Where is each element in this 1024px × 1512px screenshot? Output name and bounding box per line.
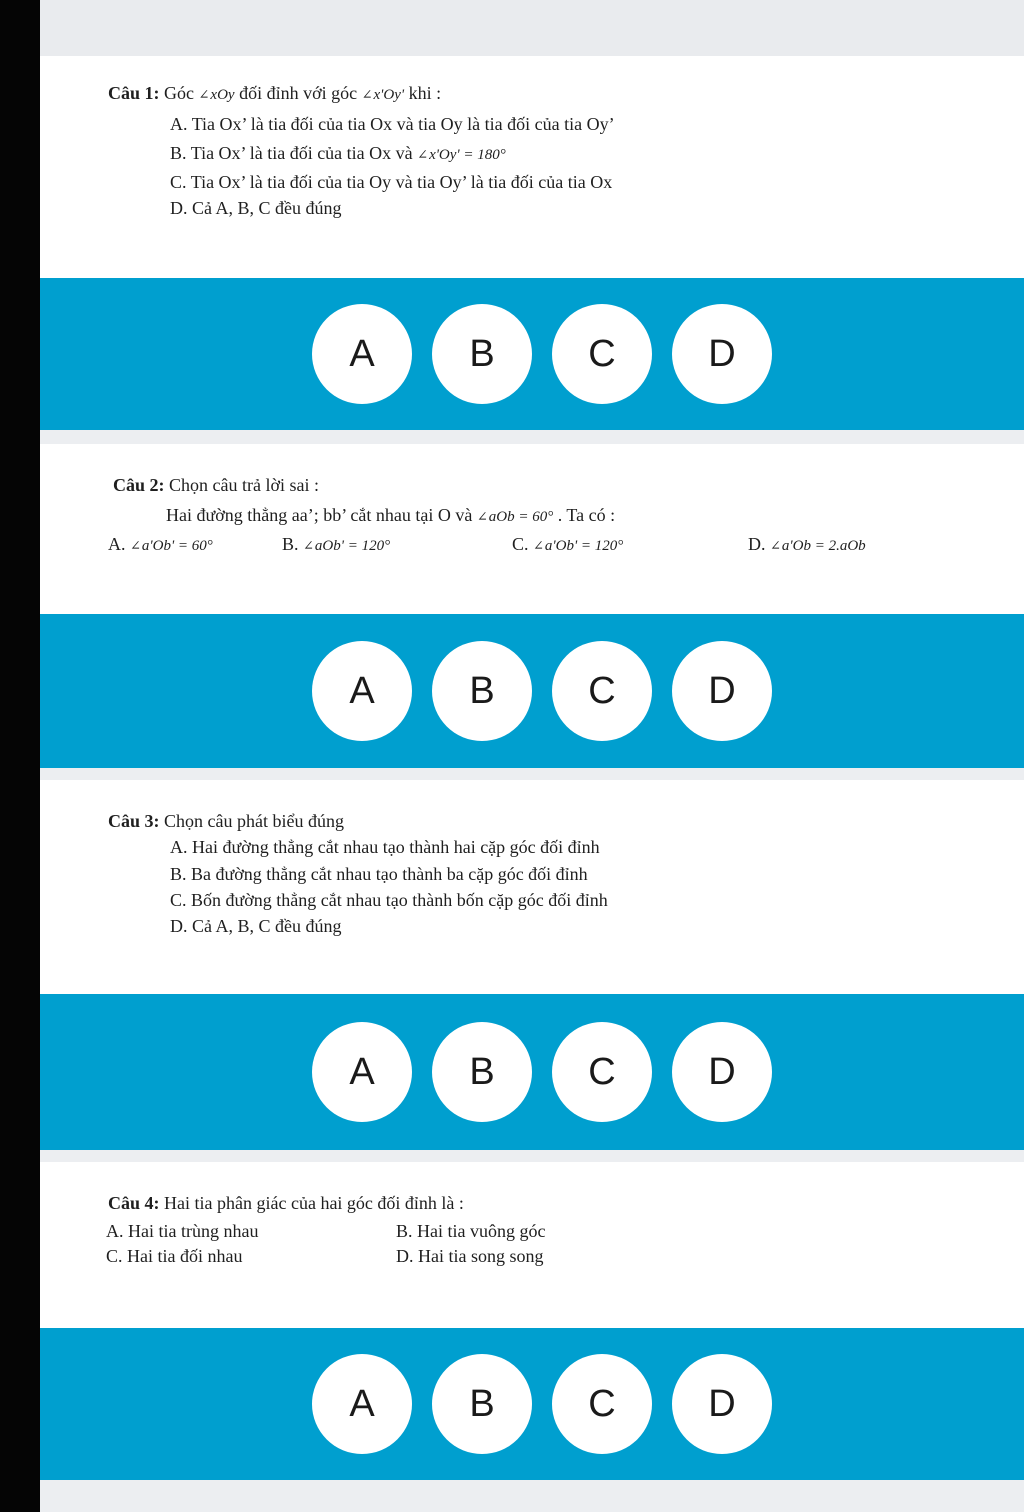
angle-math: ∠x'Oy' [361,87,405,103]
answer-bar-1 [40,278,1024,430]
top-gap [40,0,1024,56]
answer-d-button[interactable]: D [672,304,772,404]
option-d: D. ∠a'Ob = 2.aOb [748,534,866,554]
option-a: A. Hai đường thẳng cắt nhau tạo thành hai cặp góc đối đỉnh [170,837,600,857]
answer-d-button[interactable]: D [672,1022,772,1122]
question-3-title: Câu 3: Chọn câu phát biểu đúng [108,811,344,831]
answer-b-button[interactable]: B [432,1354,532,1454]
question-2-stem: Hai đường thẳng aa’; bb’ cắt nhau tại O và ∠aOb = 60° . Ta có : [166,505,616,525]
question-3-card [40,780,1024,994]
answer-d-button[interactable]: D [672,1354,772,1454]
question-4-title: Câu 4: Hai tia phân giác của hai góc đối đỉnh là : [108,1193,464,1213]
option-b: B. Hai tia vuông góc [396,1221,546,1241]
question-1-stem [108,82,441,106]
option-b: B. Tia Ox’ là tia đối của tia Ox và ∠x'Oy' = 180° [170,143,506,163]
option-c: C. ∠a'Ob' = 120° [512,534,624,554]
option-a: A. ∠a'Ob' = 60° [108,534,213,554]
answer-c-button[interactable]: C [552,304,652,404]
answer-a-button[interactable]: A [312,641,412,741]
option-c: C. Bốn đường thẳng cắt nhau tạo thành bốn cặp góc đối đỉnh [170,890,608,910]
answer-b-button[interactable]: B [432,641,532,741]
question-number: Câu 4: [108,1193,160,1213]
answer-a-button[interactable]: A [312,1354,412,1454]
question-1-card [40,56,1024,278]
question-4-card [40,1162,1024,1328]
question-number: Câu 1: [108,83,160,103]
answer-a-button[interactable]: A [312,1022,412,1122]
left-edge-bar [0,0,40,1512]
option-c: C. Tia Ox’ là tia đối của tia Oy và tia Oy’ là tia đối của tia Ox [170,172,613,192]
answer-b-button[interactable]: B [432,304,532,404]
angle-math: ∠aOb = 60° [476,509,554,525]
answer-c-button[interactable]: C [552,1022,652,1122]
option-b: B. Ba đường thẳng cắt nhau tạo thành ba cặp góc đối đỉnh [170,864,588,884]
question-number: Câu 2: [113,475,165,495]
angle-math: ∠x'Oy' = 180° [417,147,506,163]
option-a: A. Hai tia trùng nhau [106,1221,259,1241]
option-a: A. Tia Ox’ là tia đối của tia Ox và tia Oy là tia đối của tia Oy’ [170,114,615,134]
answer-c-button[interactable]: C [552,1354,652,1454]
question-number: Câu 3: [108,811,160,831]
stem-text: Góc [164,83,195,103]
answer-bar-4 [40,1328,1024,1480]
stem-text: đối đỉnh với góc [239,83,358,103]
stem-text: khi : [408,83,442,103]
answer-a-button[interactable]: A [312,304,412,404]
question-2-title: Câu 2: Chọn câu trả lời sai : [113,475,320,495]
option-d: D. Cả A, B, C đều đúng [170,916,342,936]
answer-c-button[interactable]: C [552,641,652,741]
option-c: C. Hai tia đối nhau [106,1246,243,1266]
answer-d-button[interactable]: D [672,641,772,741]
question-2-card [40,444,1024,614]
option-b: B. ∠aOb' = 120° [282,534,391,554]
answer-bar-2 [40,614,1024,768]
answer-b-button[interactable]: B [432,1022,532,1122]
angle-math: ∠xOy [198,87,235,103]
option-d: D. Hai tia song song [396,1246,544,1266]
option-d: D. Cả A, B, C đều đúng [170,198,342,218]
answer-bar-3 [40,994,1024,1150]
